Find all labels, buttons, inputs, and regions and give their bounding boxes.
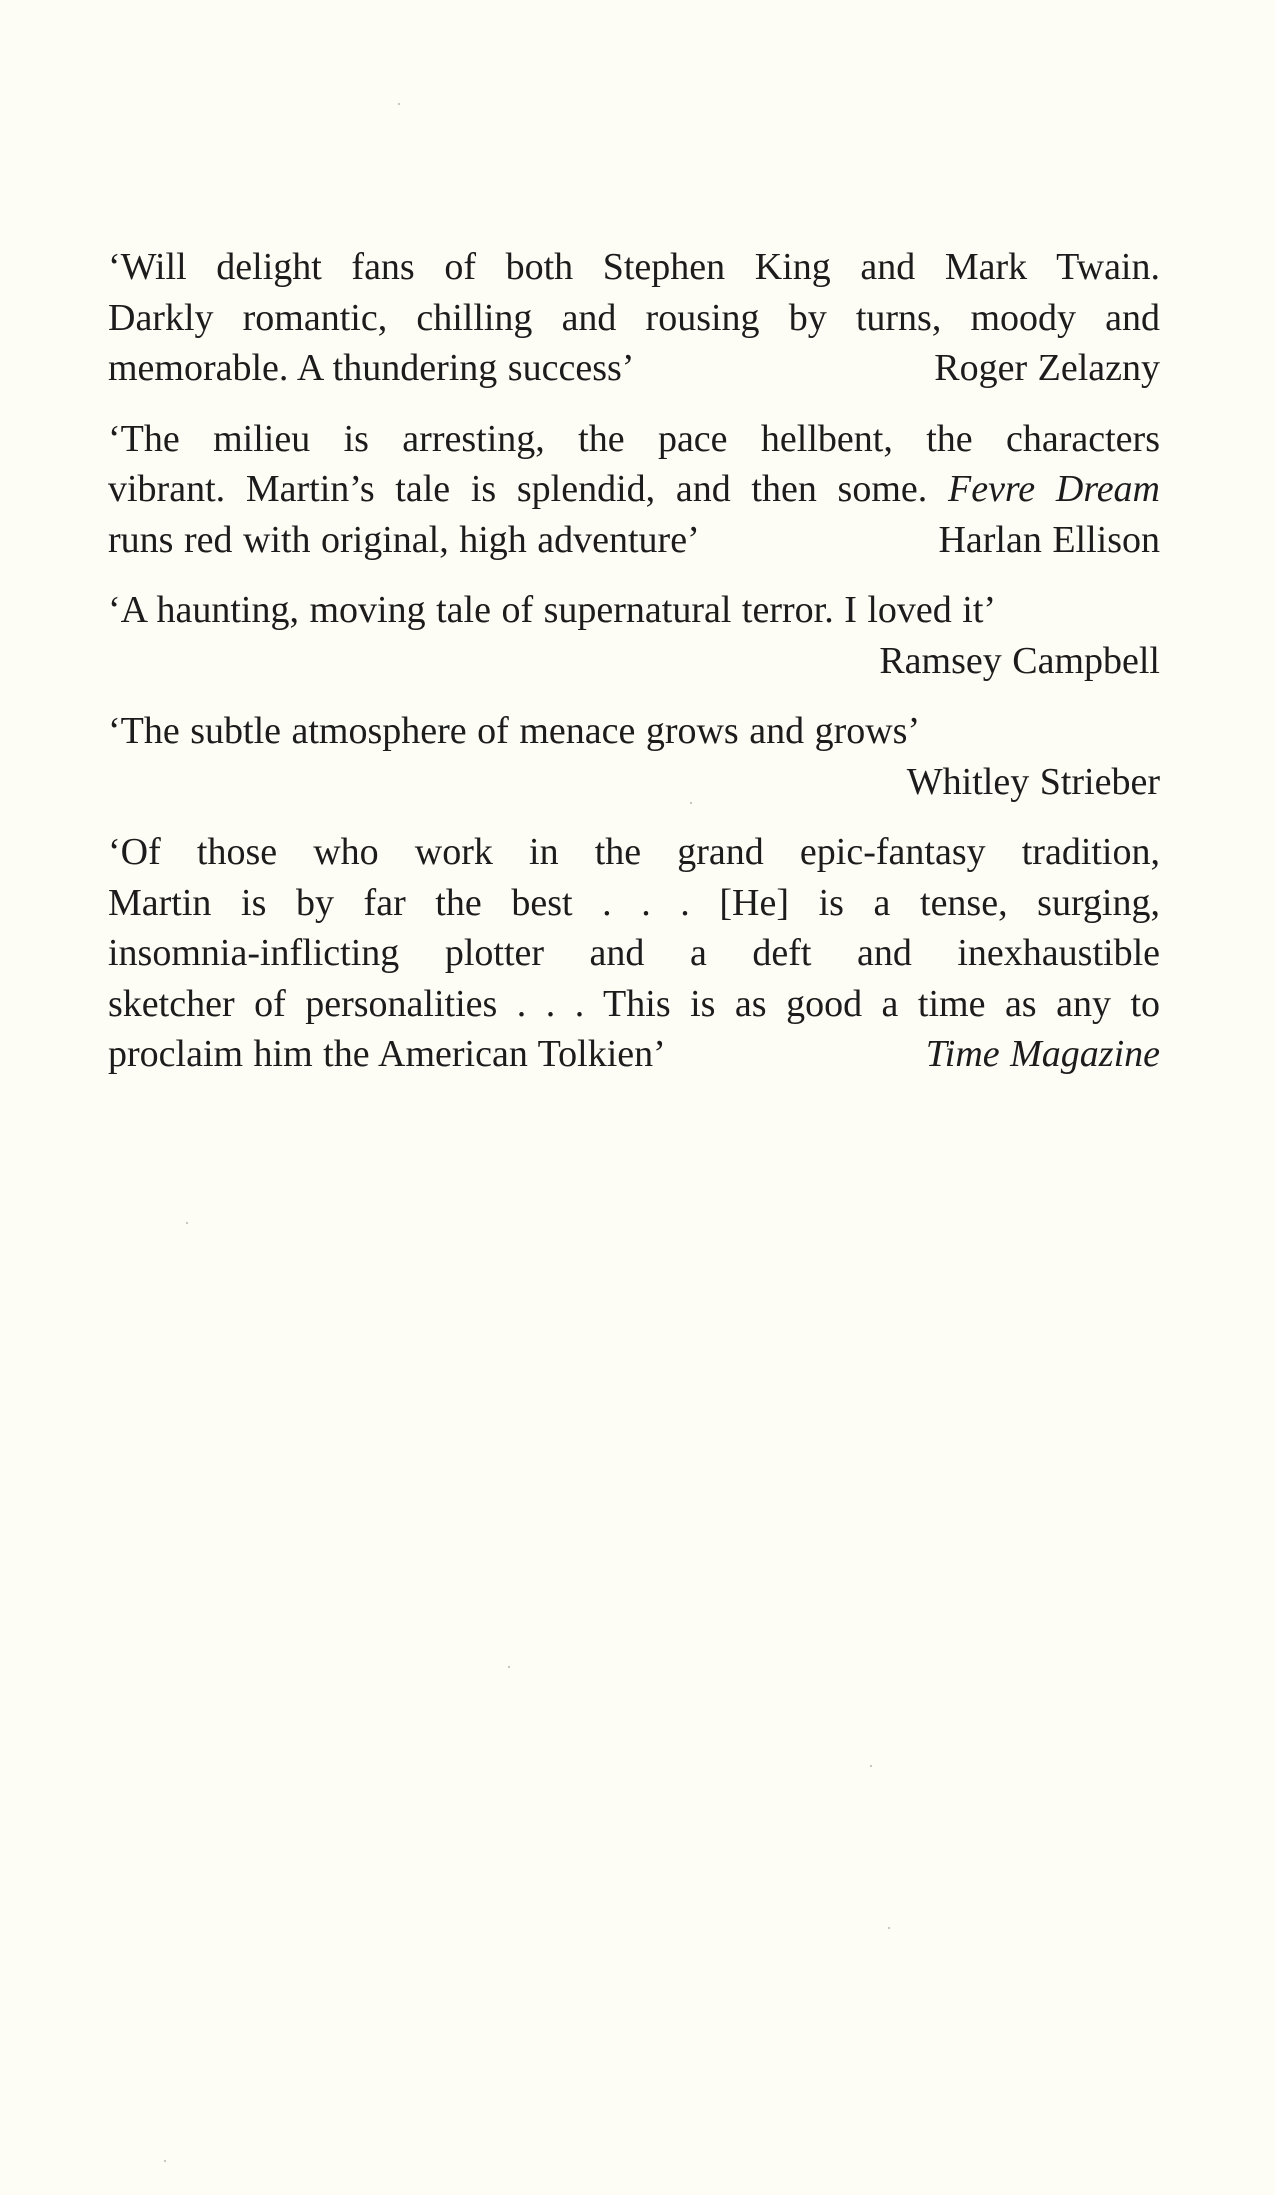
- paper-speck: [186, 1222, 188, 1224]
- blurb-text: vibrant. Martin’s tale is splendid, and then some.: [108, 468, 928, 510]
- blurb-attribution: Whitley Strieber: [906, 760, 1160, 803]
- blurb-text: proclaim him the American Tolkien’: [108, 1033, 666, 1075]
- paper-speck: [888, 1927, 890, 1929]
- book-title: Fevre Dream: [947, 468, 1161, 510]
- blurb-line: ‘The milieu is arresting, the pace hellbent, the characters: [108, 417, 1160, 460]
- blurb-strieber: [108, 706, 1160, 807]
- blurb-line: insomnia-inflicting plotter and a deft and inexhaustible: [108, 932, 1160, 974]
- blurb-line: sketcher of personalities . . . This is as good a time as any to: [108, 982, 1160, 1025]
- blurb-text: runs red with original, high adventure’: [108, 518, 700, 561]
- blurb-text: ‘The subtle atmosphere of menace grows and grows’: [108, 710, 921, 752]
- paper-speck: [398, 103, 400, 105]
- paper-speck: [690, 802, 692, 804]
- blurb-attribution: Harlan Ellison: [938, 518, 1160, 561]
- blurb-line: Darkly romantic, chilling and rousing by turns, moody and: [108, 296, 1160, 339]
- paper-speck: [508, 1666, 510, 1668]
- blurb-last-line: [108, 343, 1160, 394]
- blurb-ellison: [108, 414, 1160, 566]
- praise-quotes: [108, 242, 1160, 1100]
- blurb-text: ‘A haunting, moving tale of supernatural terror. I loved it’: [108, 589, 997, 631]
- blurb-attribution: Ramsey Campbell: [879, 639, 1160, 682]
- blurb-last-line: [108, 1029, 1160, 1080]
- blurb-line: ‘Of those who work in the grand epic-fantasy tradition,: [108, 831, 1160, 873]
- paper-speck: [870, 1765, 872, 1767]
- blurb-campbell: [108, 585, 1160, 686]
- blurb-text: memorable. A thundering success’: [108, 347, 635, 389]
- blurb-zelazny: [108, 242, 1160, 394]
- blurb-attribution: Time Magazine: [925, 1033, 1160, 1075]
- blurb-time: [108, 827, 1160, 1080]
- blurb-line: ‘Will delight fans of both Stephen King and Mark Twain.: [108, 246, 1160, 288]
- blurb-line: Martin is by far the best . . . [He] is a tense, surging,: [108, 881, 1160, 924]
- blurb-last-line: [108, 515, 1160, 566]
- paper-speck: [164, 2160, 166, 2162]
- blurb-attribution: Roger Zelazny: [934, 347, 1160, 389]
- blurb-line: [108, 464, 1160, 515]
